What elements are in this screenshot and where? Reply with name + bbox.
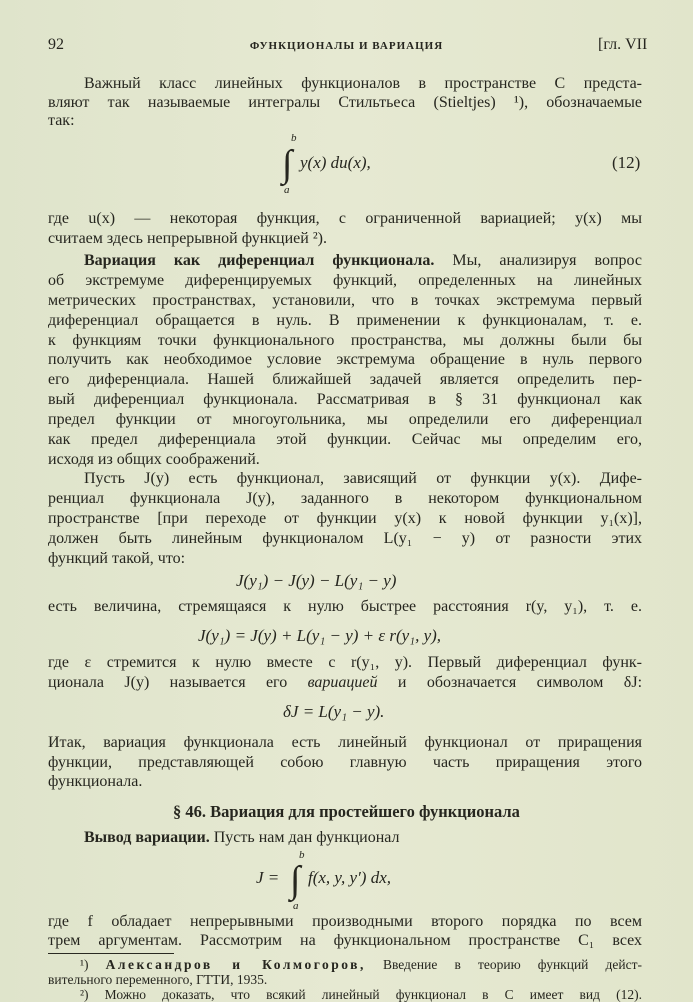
footnote-2: ²) Можно доказать, что всякий линейный функционал в C имеет вид (12). [80, 987, 642, 1002]
text-line: Пусть J(y) есть функционал, зависящий от функции y(x). Дифе- [84, 470, 642, 487]
text-run: и обозначается символом δJ: [377, 674, 643, 691]
text-run: Введение в теорию функций дейст- [365, 957, 642, 972]
text-line: функций такой, что: [48, 550, 186, 567]
text-line: Итак, вариация функционала есть линейный функционал от приращения [48, 734, 642, 751]
text-line: к функциям точки функционального пространства, мы должны были бы [48, 332, 642, 349]
text-run: ционала J(y) называется его [48, 674, 308, 691]
text-line: вый диференциал функционала. Рассматривая в § 31 функционал как [48, 391, 642, 408]
text-run: Мы, анализируя вопрос [434, 252, 643, 269]
text-line [48, 674, 642, 692]
text-line: как предел диференциала этой функции. Сейчас мы определим его, [48, 431, 642, 448]
footnote-1 [80, 958, 642, 972]
text-line: считаем здесь непрерывной функцией ²). [48, 230, 327, 247]
chapter-label: [гл. VII [598, 36, 648, 53]
upper-limit: b [299, 849, 305, 861]
text-line: функционала. [48, 773, 143, 790]
text-line: где u(x) — некоторая функция, с ограниченной вариацией; y(x) мы [48, 210, 642, 227]
equation-variation: δJ = L(y₁ − y). [283, 702, 385, 721]
text-line: Важный класс линейных функционалов в пространстве C предста- [84, 75, 642, 92]
text-line: должен быть линейным функционалом L(y₁ − y) от разности этих [48, 530, 642, 547]
integral-sign: ∫ [290, 859, 301, 901]
text-line: есть величина, стремящаяся к нулю быстрее расстояния r(y, y₁), т. е. [48, 598, 642, 615]
footnote-authors: Александров и Колмогоров, [105, 957, 366, 972]
lower-limit: a [284, 184, 290, 196]
run-in-heading: Вывод вариации. [84, 829, 210, 846]
page-number: 92 [48, 36, 64, 53]
text-line: так: [48, 112, 75, 129]
text-line: получить как необходимое условие экстремума обращение в нуль первого [48, 351, 642, 368]
text-line: диференциал обращается в нуль. В применении к функционалам, т. е. [48, 312, 642, 329]
text-line: трем аргументам. Рассмотрим на функциональном пространстве C₁ всех [48, 932, 642, 949]
equation-number: (12) [612, 153, 641, 172]
footnote-divider [48, 953, 174, 954]
run-in-heading: Вариация как диференциал функционала. [84, 252, 435, 269]
lower-limit: a [293, 900, 299, 912]
text-run: Пусть нам дан функционал [209, 829, 400, 846]
footnote-1-cont: вительного переменного, ГТТИ, 1935. [48, 972, 268, 987]
text-line: предел функции от многоугольника, мы определили его диференциал [48, 411, 642, 428]
equation-lhs: J = [256, 868, 280, 887]
section-heading: § 46. Вариация для простейшего функционала [173, 802, 520, 821]
text-line [84, 252, 642, 270]
equation-body: y(x) du(x), [300, 153, 371, 172]
text-line [84, 829, 642, 847]
equation-increment: J(y₁) = J(y) + L(y₁ − y) + ε r(y₁, y), [198, 626, 442, 645]
equation-body: f(x, y, y′) dx, [308, 868, 392, 887]
text-line: функции, представляющей собою главную часть приращения этого [48, 754, 642, 771]
italic-term: вариацией [307, 674, 378, 691]
text-line: исходя из общих соображений. [48, 451, 260, 468]
text-line: где f обладает непрерывными производными второго порядка по всем [48, 913, 642, 930]
integral-sign: ∫ [282, 143, 293, 185]
text-line: его диференциала. Нашей ближайшей задачей является определить пер- [48, 371, 642, 388]
text-line: об экстремуме диференцируемых функций, определенных на линейных [48, 272, 642, 289]
text-line: пространстве [при переходе от функции y(x) к новой функции y₁(x)], [48, 510, 642, 527]
equation-difference: J(y₁) − J(y) − L(y₁ − y) [236, 571, 397, 590]
text-line: где ε стремится к нулю вместе с r(y₁, y). Первый диференциал функ- [48, 654, 642, 671]
footnote-mark: ¹) [80, 957, 89, 972]
upper-limit: b [291, 132, 297, 144]
text-line: метрических пространствах, установили, что в точках экстремума первый [48, 292, 642, 309]
text-line: вляют так называемые интегралы Стильтьеса (Stieltjes) ¹), обозначаемые [48, 94, 642, 111]
text-line: ренциал функционала J(y), заданного в некотором функциональном [48, 490, 642, 507]
running-title: ФУНКЦИОНАЛЫ И ВАРИАЦИЯ [249, 40, 444, 52]
